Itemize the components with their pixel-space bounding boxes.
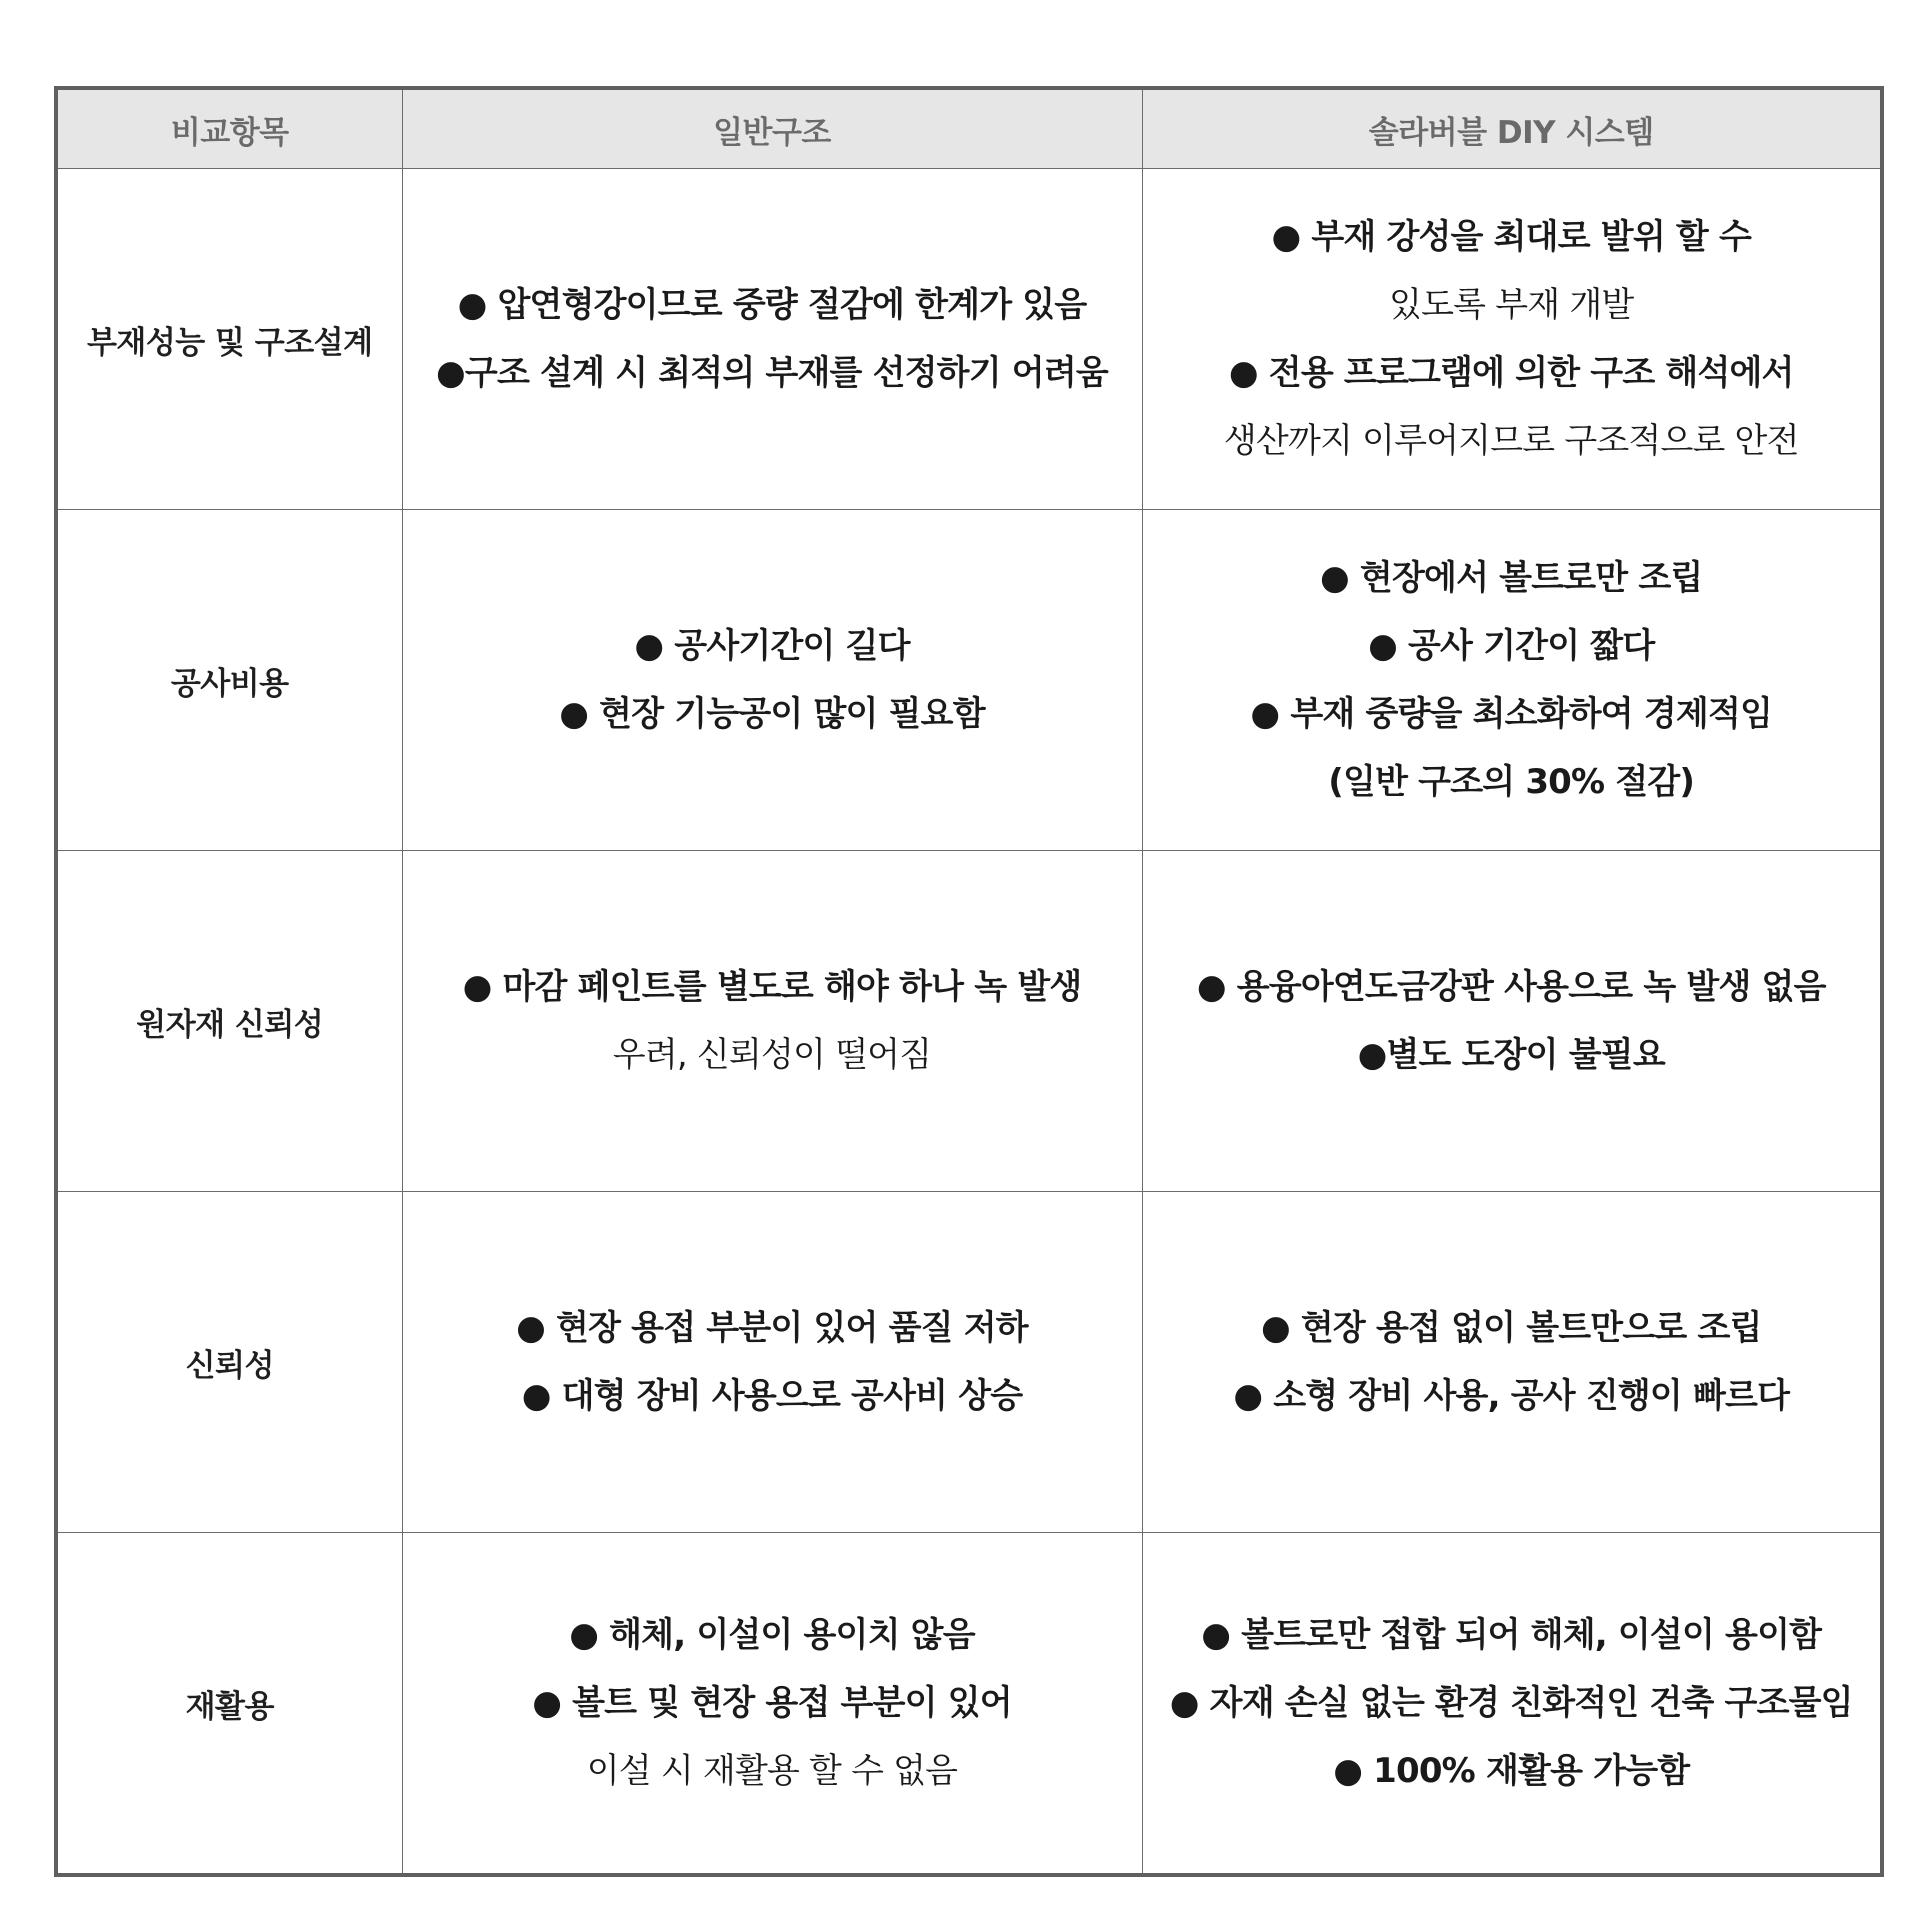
general-structure-cell (402, 851, 1142, 1192)
comparison-table (54, 86, 1884, 1877)
cell-line: ● 대형 장비 사용으로 공사비 상승 (521, 1376, 1023, 1416)
cell-line: ● 압연형강이므로 중량 절감에 한계가 있음 (457, 285, 1087, 325)
cell-line: ● 소형 장비 사용, 공사 진행이 빠르다 (1233, 1376, 1790, 1416)
cell-line: ● 볼트 및 현장 용접 부분이 있어 (532, 1683, 1012, 1723)
row-label: 신뢰성 (56, 1192, 402, 1533)
cell-line: ● 현장 용접 없이 볼트만으로 조립 (1260, 1308, 1762, 1348)
cell-line: ●별도 도장이 불필요 (1357, 1035, 1665, 1075)
solar-bubble-cell (1142, 1192, 1882, 1533)
table-row (56, 1192, 1882, 1533)
table-row (56, 851, 1882, 1192)
general-structure-cell (402, 1192, 1142, 1533)
row-label: 공사비용 (56, 510, 402, 851)
cell-line: (일반 구조의 30% 절감) (1328, 762, 1695, 802)
cell-line: 우려, 신뢰성이 떨어짐 (612, 1035, 932, 1075)
cell-line: 있도록 부재 개발 (1389, 285, 1634, 325)
cell-line: ● 자재 손실 없는 환경 친화적인 건축 구조물임 (1169, 1683, 1853, 1723)
cell-line: ● 전용 프로그램에 의한 구조 해석에서 (1228, 353, 1794, 393)
row-label: 원자재 신뢰성 (56, 851, 402, 1192)
general-structure-cell (402, 169, 1142, 510)
cell-line: ● 마감 페인트를 별도로 해야 하나 녹 발생 (462, 967, 1082, 1007)
cell-line: ● 용융아연도금강판 사용으로 녹 발생 없음 (1196, 967, 1826, 1007)
header-general-structure: 일반구조 (402, 88, 1142, 169)
header-solar-bubble-diy: 솔라버블 DIY 시스템 (1142, 88, 1882, 169)
cell-line: ● 부재 중량을 최소화하여 경제적임 (1250, 694, 1773, 734)
header-comparison-item: 비교항목 (56, 88, 402, 169)
cell-line: ● 현장 용접 부분이 있어 품질 저하 (516, 1308, 1028, 1348)
table-body (56, 169, 1882, 1876)
row-label: 부재성능 및 구조설계 (56, 169, 402, 510)
cell-line: ● 공사기간이 길다 (634, 626, 910, 666)
cell-line: ● 현장 기능공이 많이 필요함 (559, 694, 985, 734)
cell-line: ● 볼트로만 접합 되어 해체, 이설이 용이함 (1201, 1615, 1822, 1655)
table-row (56, 1533, 1882, 1876)
cell-line: 생산까지 이루어지므로 구조적으로 안전 (1223, 421, 1799, 461)
table-row (56, 169, 1882, 510)
cell-line: ● 현장에서 볼트로만 조립 (1320, 558, 1703, 598)
table-header (56, 88, 1882, 169)
solar-bubble-cell (1142, 510, 1882, 851)
general-structure-cell (402, 1533, 1142, 1876)
cell-line: ● 부재 강성을 최대로 발위 할 수 (1271, 217, 1752, 257)
cell-line: ● 해체, 이설이 용이치 않음 (569, 1615, 975, 1655)
table-row (56, 510, 1882, 851)
solar-bubble-cell (1142, 1533, 1882, 1876)
row-label: 재활용 (56, 1533, 402, 1876)
cell-line: ●구조 설계 시 최적의 부재를 선정하기 어려움 (436, 353, 1108, 393)
general-structure-cell (402, 510, 1142, 851)
solar-bubble-cell (1142, 169, 1882, 510)
cell-line: ● 100% 재활용 가능함 (1333, 1751, 1690, 1791)
header-row (56, 88, 1882, 169)
cell-line: 이설 시 재활용 할 수 없음 (586, 1751, 958, 1791)
cell-line: ● 공사 기간이 짧다 (1368, 626, 1655, 666)
solar-bubble-cell (1142, 851, 1882, 1192)
